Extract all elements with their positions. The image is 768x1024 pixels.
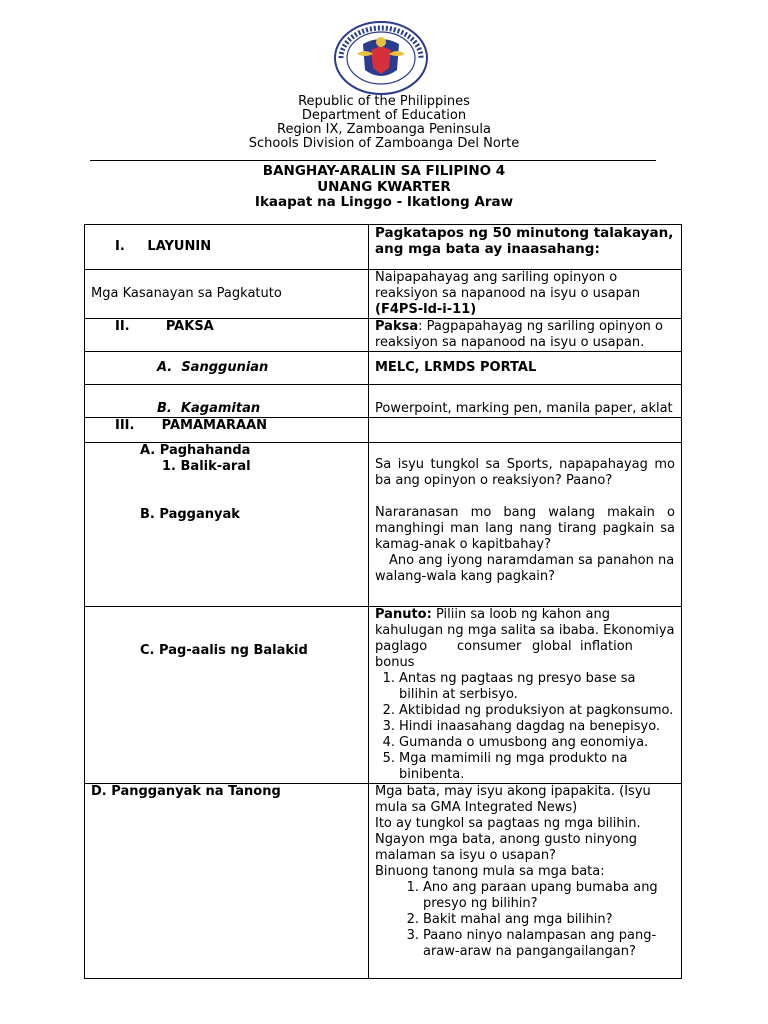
- list-item: 4. Gumanda o umusbong ang eonomiya.: [382, 735, 649, 750]
- balakid-label: Pag-aalis ng Balakid: [159, 643, 308, 658]
- week-day-title: Ikaapat na Linggo - Ikatlong Araw: [254, 194, 514, 210]
- header-region: Region IX, Zamboanga Peninsula: [277, 122, 491, 137]
- pagganyak-label: Pagganyak: [159, 507, 240, 522]
- section-number: I.: [115, 239, 125, 254]
- panuto-text: Piliin sa loob ng kahon ang kahulugan ng mga salita sa ibaba. Ekonomiya: [375, 607, 675, 638]
- table-row: [85, 270, 682, 319]
- section-number: III.: [115, 418, 135, 433]
- lesson-plan-table: [84, 224, 682, 979]
- paksa-text: : Pagpapahayag ng sariling opinyon o reaksiyon sa napanood na isyu o usapan.: [375, 319, 663, 350]
- balik-aral-label: Balik-aral: [180, 459, 251, 474]
- header-divider: [90, 160, 656, 161]
- list-item: 1. Ano ang paraan upang bumaba ang presyo ng bilihin?: [406, 880, 658, 911]
- word-item: paglago: [375, 639, 428, 654]
- table-row: [85, 418, 682, 443]
- sub-letter: C.: [140, 643, 155, 658]
- table-row: [85, 784, 682, 979]
- kagamitan-label: Kagamitan: [180, 401, 261, 416]
- header-department: Department of Education: [301, 108, 467, 123]
- list-item: 2. Aktibidad ng produksiyon at pagkonsumo.: [382, 703, 674, 718]
- kagamitan-text: Powerpoint, marking pen, manila paper, aklat: [369, 385, 682, 418]
- header-division: Schools Division of Zamboanga Del Norte: [248, 136, 520, 151]
- sanggunian-text: MELC, LRMDS PORTAL: [369, 352, 682, 385]
- quarter-title: UNANG KWARTER: [317, 179, 451, 195]
- lesson-title: BANGHAY-ARALIN SA FILIPINO 4: [262, 163, 506, 179]
- word-item: global: [532, 639, 572, 654]
- section-number: II.: [115, 319, 130, 334]
- question-list: [375, 880, 675, 960]
- word-item: consumer: [457, 639, 522, 654]
- sub-letter: A.: [157, 360, 173, 375]
- layunin-text: Pagkatapos ng 50 minutong talakayan, ang mga bata ay inaasahang:: [369, 225, 682, 270]
- list-item: 3. Paano ninyo nalampasan ang pang-araw-araw na pangangailangan?: [406, 928, 657, 959]
- sub-letter: B.: [157, 401, 172, 416]
- word-item: bonus: [375, 655, 415, 670]
- tanong-p2: Ito ay tungkol sa pagtaas ng mga bilihin.: [375, 816, 641, 831]
- pagganyak-question: Ano ang iyong naramdaman sa panahon na walang-wala kang pagkain?: [375, 553, 675, 584]
- paghahanda-label: Paghahanda: [159, 443, 251, 458]
- balik-aral-text: Sa isyu tungkol sa Sports, napapahayag mo ba ang opinyon o reaksiyon? Paano?: [375, 457, 675, 488]
- table-row: [85, 352, 682, 385]
- table-row: [85, 319, 682, 352]
- header-republic: Republic of the Philippines: [298, 94, 470, 109]
- pagganyak-text: Nararanasan mo bang walang makain o manghingi man lang nang tirang pagkain sa kamag-anak o kapitbahay?: [375, 505, 675, 552]
- word-item: inflation: [580, 639, 633, 654]
- sanggunian-label: Sanggunian: [181, 360, 269, 375]
- sub-number: 1.: [162, 459, 176, 474]
- tanong-p1: Mga bata, may isyu akong ipapakita. (Isyu mula sa GMA Integrated News): [375, 784, 651, 815]
- kasanayan-label: Mga Kasanayan sa Pagkatuto: [85, 270, 369, 319]
- tanong-label: Pangganyak na Tanong: [111, 784, 281, 799]
- table-row: [85, 225, 682, 270]
- kasanayan-code: (F4PS-ld-i-11): [375, 302, 477, 317]
- sub-letter: B.: [140, 507, 155, 522]
- list-item: 3. Hindi inaasahang dagdag na benepisyo.: [382, 719, 661, 734]
- definition-list: [375, 671, 675, 783]
- sub-letter: D.: [91, 784, 107, 799]
- kasanayan-text: Naipapahayag ang sariling opinyon o reaksiyon sa napanood na isyu o usapan: [375, 270, 641, 301]
- tanong-p4: Binuong tanong mula sa mga bata:: [375, 864, 605, 879]
- paksa-lead: Paksa: [375, 319, 419, 334]
- deped-seal: [333, 20, 429, 96]
- table-row: [85, 607, 682, 784]
- table-row: [85, 385, 682, 418]
- section-label-layunin: LAYUNIN: [147, 239, 212, 254]
- panuto-lead: Panuto:: [375, 607, 432, 622]
- sub-letter: A.: [140, 443, 156, 458]
- tanong-p3: Ngayon mga bata, anong gusto ninyong malaman sa isyu o usapan?: [375, 832, 637, 863]
- list-item: 1. Antas ng pagtaas ng presyo base sa bilihin at serbisyo.: [382, 671, 636, 702]
- section-label-pamamaraan: PAMAMARAAN: [161, 418, 268, 433]
- list-item: 2. Bakit mahal ang mga bilihin?: [406, 912, 613, 927]
- list-item: 5. Mga mamimili ng mga produkto na binibenta.: [382, 751, 628, 782]
- table-row: [85, 443, 682, 607]
- section-label-paksa: PAKSA: [165, 319, 214, 334]
